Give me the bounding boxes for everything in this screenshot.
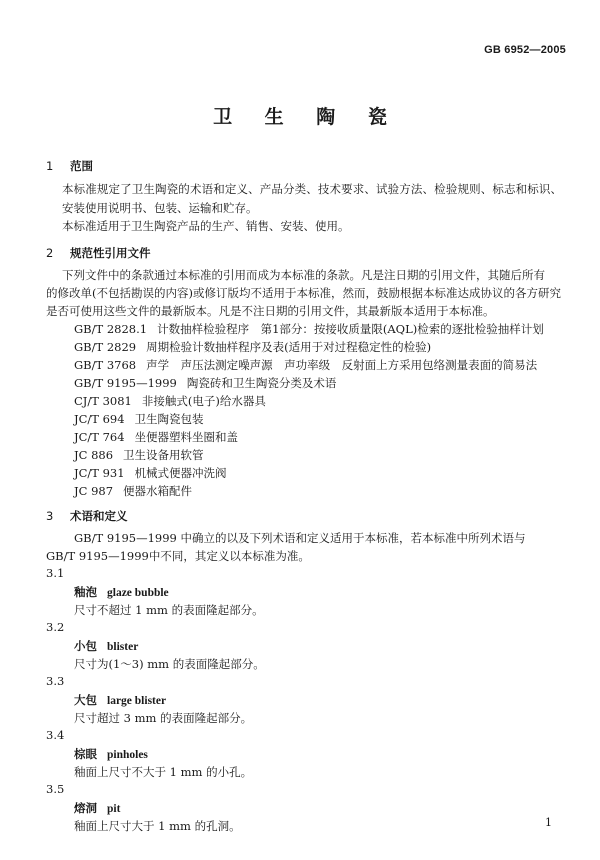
term-zh: 釉泡: [74, 585, 97, 599]
document-title: 卫 生 陶 瓷: [213, 106, 400, 128]
reference-item: [74, 429, 238, 445]
term-heading: [74, 584, 169, 600]
clause-number: 3.1: [46, 566, 65, 580]
reference-code: CJ/T 3081: [74, 394, 132, 408]
term-en: blister: [107, 641, 139, 653]
section-title: 范围: [70, 159, 93, 173]
term-definition: 尺寸为(1～3) mm 的表面隆起部分。: [74, 657, 265, 671]
reference-title: 周期检验计数抽样程序及表(适用于对过程稳定性的检验): [146, 340, 432, 354]
term-definition: 釉面上尺寸不大于 1 mm 的小孔。: [74, 765, 253, 779]
reference-title: 陶瓷砖和卫生陶瓷分类及术语: [186, 376, 337, 390]
reference-title: 卫生陶瓷包装: [134, 412, 204, 426]
term-definition: 釉面上尺寸大于 1 mm 的孔洞。: [74, 819, 241, 833]
scope-paragraph-1: 本标准规定了卫生陶瓷的术语和定义、产品分类、技术要求、试验方法、检验规则、标志和标识、安装使用说明书、包装、运输和贮存。: [62, 182, 562, 215]
section-heading-references: [46, 245, 151, 261]
term-definition: 尺寸超过 3 mm 的表面隆起部分。: [74, 711, 253, 725]
term-heading: [74, 746, 148, 762]
reference-item: [74, 393, 266, 409]
page-number: 1: [545, 816, 552, 829]
reference-code: GB/T 3768: [74, 358, 137, 372]
references-intro-line-3: 是否可使用这些文件的最新版本。凡是不注日期的引用文件，其最新版本适用于本标准。: [46, 304, 495, 318]
term-en: glaze bubble: [107, 587, 169, 599]
references-intro-line-1: 下列文件中的条款通过本标准的引用而成为本标准的条款。凡是注日期的引用文件，其随后所有: [62, 268, 545, 282]
term-en: pinholes: [107, 749, 148, 761]
term-zh: 棕眼: [74, 747, 97, 761]
section-number: 1: [46, 159, 54, 173]
clause-number: 3.2: [46, 620, 65, 634]
reference-item: [74, 357, 537, 373]
terms-intro-line-1: GB/T 9195—1999 中确立的以及下列术语和定义适用于本标准，若本标准中所列术语与: [74, 531, 526, 545]
reference-title: 非接触式(电子)给水器具: [141, 394, 266, 408]
term-en: large blister: [107, 695, 167, 707]
section-heading-scope: [46, 158, 93, 174]
reference-code: JC/T 931: [74, 466, 125, 480]
term-heading: [74, 800, 120, 816]
reference-title: 坐便器塑料坐圈和盖: [134, 430, 239, 444]
reference-title: 便器水箱配件: [123, 484, 193, 498]
standard-code: GB 6952—2005: [484, 44, 566, 56]
clause-number: 3.5: [46, 782, 65, 796]
term-heading: [74, 692, 166, 708]
reference-item: [74, 465, 227, 481]
reference-code: JC/T 694: [74, 412, 125, 426]
section-heading-terms: [46, 508, 128, 524]
term-zh: 小包: [74, 639, 97, 653]
scope-paragraph-2: 本标准适用于卫生陶瓷产品的生产、销售、安装、使用。: [62, 219, 350, 233]
reference-title: 声学 声压法测定噪声源 声功率级 反射面上方采用包络测量表面的简易法: [146, 358, 538, 372]
reference-code: GB/T 9195—1999: [74, 376, 177, 390]
reference-title: 计数抽样检验程序 第1部分：按接收质量限(AQL)检索的逐批检验抽样计划: [157, 322, 544, 336]
term-zh: 熔洞: [74, 801, 97, 815]
clause-number: 3.4: [46, 728, 65, 742]
reference-item: [74, 483, 192, 499]
reference-code: GB/T 2828.1: [74, 322, 148, 336]
term-heading: [74, 638, 138, 654]
reference-item: [74, 375, 336, 391]
clause-number: 3.3: [46, 674, 65, 688]
reference-code: JC 886: [74, 448, 114, 462]
term-zh: 大包: [74, 693, 97, 707]
references-intro-line-2: 的修改单(不包括勘误的内容)或修订版均不适用于本标准，然而，鼓励根据本标准达成协议的各方研究: [46, 286, 561, 300]
reference-item: [74, 447, 204, 463]
reference-title: 卫生设备用软管: [123, 448, 204, 462]
section-number: 3: [46, 509, 54, 523]
reference-code: JC/T 764: [74, 430, 125, 444]
section-title: 术语和定义: [70, 509, 128, 523]
reference-item: [74, 339, 431, 355]
reference-code: JC 987: [74, 484, 114, 498]
section-title: 规范性引用文件: [70, 246, 151, 260]
section-number: 2: [46, 246, 54, 260]
term-en: pit: [107, 803, 121, 815]
term-definition: 尺寸不超过 1 mm 的表面隆起部分。: [74, 603, 264, 617]
reference-code: GB/T 2829: [74, 340, 137, 354]
terms-intro-line-2: GB/T 9195—1999中不同，其定义以本标准为准。: [46, 549, 310, 563]
reference-item: [74, 411, 204, 427]
reference-item: [74, 321, 544, 337]
reference-title: 机械式便器冲洗阀: [134, 466, 227, 480]
